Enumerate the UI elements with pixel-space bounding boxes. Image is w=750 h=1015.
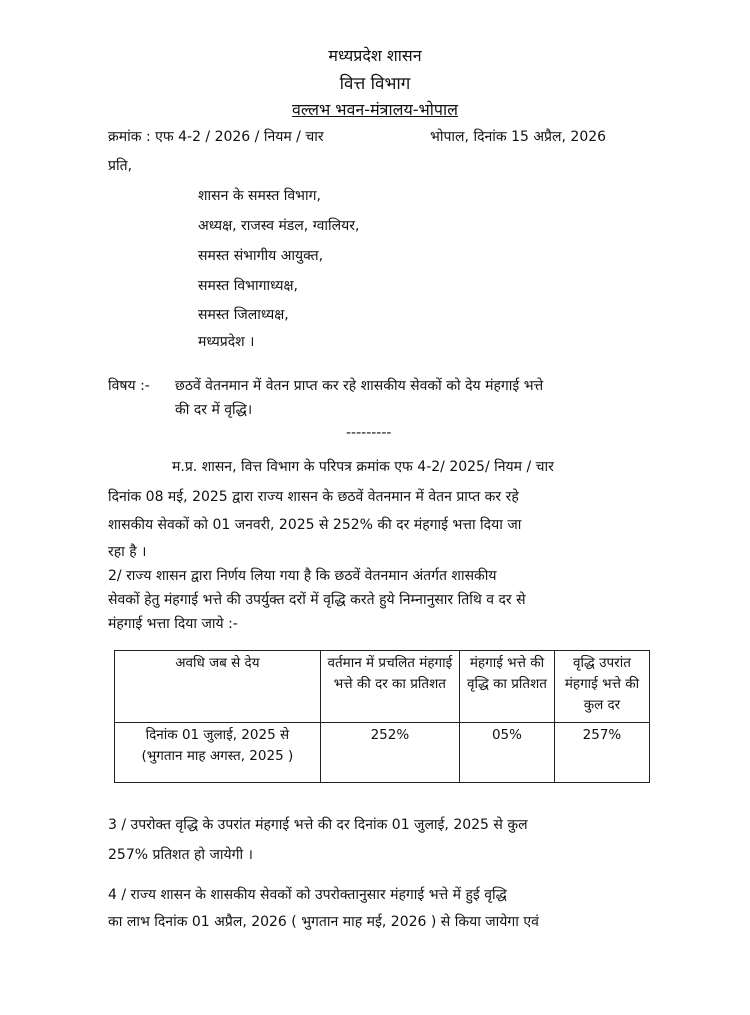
addressee-line: मध्यप्रदेश । [198, 334, 255, 350]
paragraph-4-line: 4 / राज्य शासन के शासकीय सेवकों को उपरोक्तानुसार मंहगाई भत्ते में हुई वृद्धि [108, 887, 507, 903]
paragraph-3-line: 3 / उपरोक्त वृद्धि के उपरांत मंहगाई भत्ते की दर दिनांक 01 जुलाई, 2025 से कुल [108, 817, 528, 833]
paragraph-4-line: का लाभ दिनांक 01 अप्रैल, 2026 ( भुगतान माह मई, 2026 ) से किया जायेगा एवं [108, 914, 539, 930]
total-rate-cell: 257% [554, 723, 649, 783]
paragraph-1-line: दिनांक 08 मई, 2025 द्वारा राज्य शासन के छठवें वेतनमान में वेतन प्राप्त कर रहे [108, 489, 519, 505]
paragraph-1-line: म.प्र. शासन, वित्त विभाग के परिपत्र क्रमांक एफ 4-2/ 2025/ नियम / चार [172, 459, 554, 475]
addressee-line: शासन के समस्त विभाग, [198, 188, 321, 204]
current-rate-cell: 252% [320, 723, 459, 783]
department-heading: वित्त विभाग [339, 74, 411, 94]
to-label: प्रति, [108, 158, 133, 174]
table-header-cell: मंहगाई भत्ते की वृद्धि का प्रतिशत [460, 651, 555, 723]
paragraph-2-line: सेवकों हेतु मंहगाई भत्ते की उपर्युक्त दरों में वृद्धि करते हुये निम्नानुसार तिथि व दर से [108, 592, 526, 608]
paragraph-2-line: 2/ राज्य शासन द्वारा निर्णय लिया गया है कि छठवें वेतनमान अंतर्गत शासकीय [108, 568, 497, 584]
increase-cell: 05% [460, 723, 555, 783]
period-cell [115, 723, 321, 783]
paragraph-1-line: शासकीय सेवकों को 01 जनवरी, 2025 से 252% की दर मंहगाई भत्ता दिया जा [108, 517, 522, 533]
table-header-cell: अवधि जब से देय [115, 651, 321, 723]
paragraph-2-line: मंहगाई भत्ता दिया जाये :- [108, 616, 238, 632]
addressee-line: अध्यक्ष, राजस्व मंडल, ग्वालियर, [198, 218, 360, 234]
period-line: दिनांक 01 जुलाई, 2025 से [145, 727, 290, 743]
order-number: क्रमांक : एफ 4-2 / 2026 / नियम / चार [108, 129, 324, 145]
addressee-line: समस्त जिलाध्यक्ष, [198, 307, 289, 323]
address-heading: वल्लभ भवन-मंत्रालय-भोपाल [291, 100, 458, 119]
place-date: भोपाल, दिनांक 15 अप्रैल, 2026 [430, 129, 607, 145]
subject-line: की दर में वृद्धि। [175, 402, 253, 418]
table-header-cell: वर्तमान में प्रचलित मंहगाई भत्ते की दर का प्रतिशत [320, 651, 459, 723]
table-header-cell: वृद्धि उपरांत मंहगाई भत्ते की कुल दर [554, 651, 649, 723]
table-row [115, 723, 650, 783]
subject-line: छठवें वेतनमान में वेतन प्राप्त कर रहे शासकीय सेवकों को देय मंहगाई भत्ते [175, 378, 544, 394]
dearness-allowance-table [114, 650, 650, 783]
paragraph-3-line: 257% प्रतिशत हो जायेगी । [108, 847, 253, 863]
government-heading: मध्यप्रदेश शासन [328, 46, 422, 65]
separator: --------- [346, 425, 392, 441]
table-header-row [115, 651, 650, 723]
addressee-line: समस्त विभागाध्यक्ष, [198, 278, 298, 294]
paragraph-1-line: रहा है । [108, 544, 147, 560]
subject-label: विषय :- [108, 378, 150, 394]
period-line: (भुगतान माह अगस्त, 2025 ) [141, 748, 294, 764]
addressee-line: समस्त संभागीय आयुक्त, [198, 248, 324, 264]
